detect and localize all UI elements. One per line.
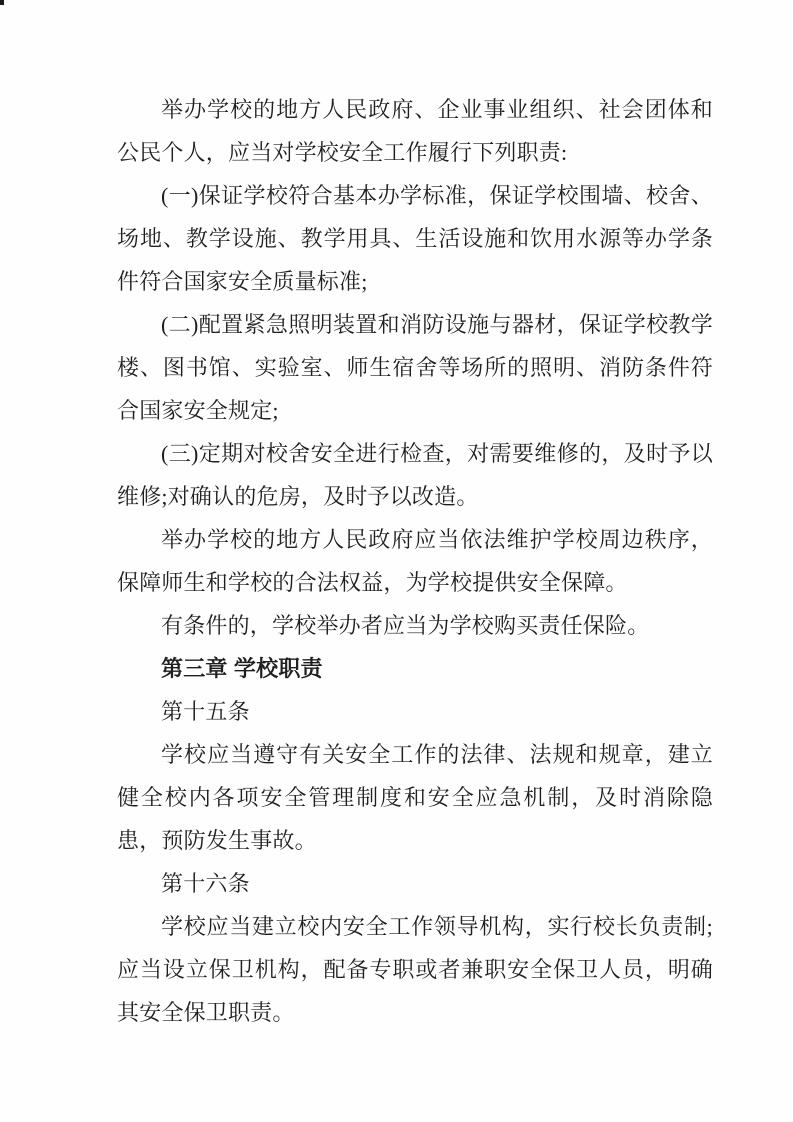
body-paragraph: 举办学校的地方人民政府、企业事业组织、社会团体和公民个人，应当对学校安全工作履行下列职责: bbox=[117, 97, 713, 165]
body-paragraph: 有条件的，学校举办者应当为学校购买责任保险。 bbox=[161, 613, 650, 638]
body-paragraph: (一)保证学校符合基本办学标准，保证学校围墙、校舍、场地、教学设施、教学用具、生活设施和饮用水源等办学条件符合国家安全质量标准; bbox=[117, 183, 713, 294]
document-content bbox=[117, 88, 713, 1034]
scan-artifact-mark bbox=[0, 0, 4, 5]
body-paragraph: 举办学校的地方人民政府应当依法维护学校周边秩序，保障师生和学校的合法权益，为学校提供安全保障。 bbox=[117, 527, 713, 595]
body-paragraph: 第十五条 bbox=[161, 699, 250, 724]
body-paragraph: 学校应当建立校内安全工作领导机构，实行校长负责制;应当设立保卫机构，配备专职或者兼职安全保卫人员，明确其安全保卫职责。 bbox=[117, 914, 713, 1025]
chapter-heading: 第三章 学校职责 bbox=[161, 656, 323, 681]
body-paragraph: 第十六条 bbox=[161, 871, 250, 896]
body-paragraph: 学校应当遵守有关安全工作的法律、法规和规章，建立健全校内各项安全管理制度和安全应急机制，及时消除隐患，预防发生事故。 bbox=[117, 742, 713, 853]
body-paragraph: (三)定期对校舍安全进行检查，对需要维修的，及时予以维修;对确认的危房，及时予以改造。 bbox=[117, 441, 713, 509]
body-paragraph: (二)配置紧急照明装置和消防设施与器材，保证学校教学楼、图书馆、实验室、师生宿舍等场所的照明、消防条件符合国家安全规定; bbox=[117, 312, 713, 423]
